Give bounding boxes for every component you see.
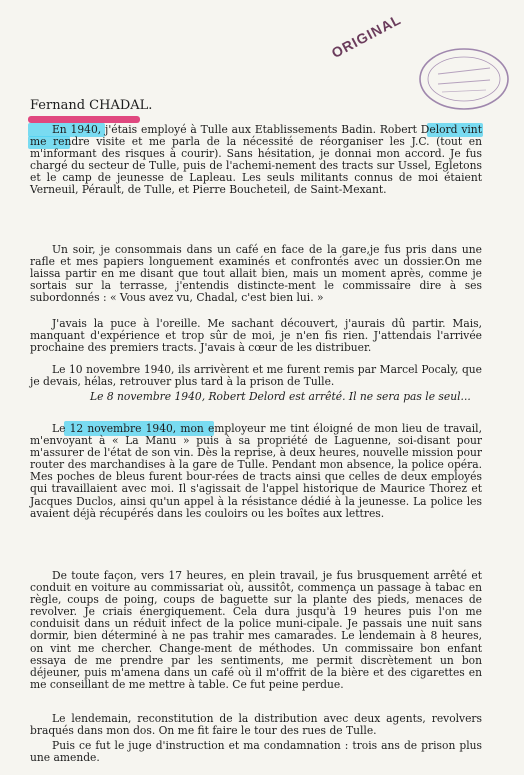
- paragraph-10-novembre: Le 10 novembre 1940, ils arrivèrent et me furent remis par Marcel Pocaly, que je devais, hélas, retrouver plus tard à la prison de Tulle.: [30, 363, 482, 389]
- paragraph-delord-arrest: Le 8 novembre 1940, Robert Delord est arrêté. Il ne sera pas le seul...: [90, 390, 471, 403]
- museum-seal-stamp: [416, 44, 512, 114]
- author-underline: [28, 116, 140, 123]
- paragraph-rafle: Un soir, je consommais dans un café en face de la gare,je fus pris dans une rafle et mes papiers longuement examinés et confrontés avec un dossier.On me laissa partir en me disant que tout allait bien, mais un moment après, comme je sortais sur la terrasse, j'entendis distincte-ment le commissaire dire à ses subordonnés : « Vous avez vu, Chadal, c'est bien lui. »: [30, 243, 482, 305]
- original-stamp: ORIGINAL: [328, 10, 404, 62]
- paragraph-condamnation: Puis ce fut le juge d'instruction et ma condamnation : trois ans de prison plus une amende.: [30, 739, 482, 765]
- paragraph-puce: J'avais la puce à l'oreille. Me sachant découvert, j'aurais dû partir. Mais, manquant d'expérience et trop sûr de moi, je n'en fis rien. J'attendais l'arrivée prochaine des premiers tracts. J'avais à cœur de les distribuer.: [30, 317, 482, 355]
- author-name: Fernand CHADAL.: [30, 98, 153, 113]
- paragraph-reconstitution: Le lendemain, reconstitution de la distribution avec deux agents, revolvers braqués dans mon dos. On me fit faire le tour des rues de Tulle.: [30, 712, 482, 738]
- paragraph-12-novembre: Le 12 novembre 1940, mon employeur me tint éloigné de mon lieu de travail, m'envoyant à « La Manu » puis à sa propriété de Laguenne, soi-disant pour m'assurer de l'état de son vin. Dès la reprise, à deux heures, nouvelle mission pour router des marchandises à la gare de Tulle. Pendant mon absence, la police opéra. Mes poches de bleus furent bour-rées de tracts ainsi que celles de deux employés qui travaillaient avec moi. Il s'agissait de l'appel historique de Maurice Thorez et Jacques Duclos, ainsi qu'un appel à la résistance dédié à la jeunesse. La police les avaient déjà récupérés dans les couloirs ou les boîtes aux lettres.: [30, 422, 482, 520]
- paragraph-intro: En 1940, j'étais employé à Tulle aux Etablissements Badin. Robert Delord vint me rendre visite et me parla de la nécessité de réorganiser les J.C. (tout en m'informant des risques à courir). Sans hésitation, je donnai mon accord. Je fus chargé du secteur de Tulle, puis de l'achemi-nement des tracts sur Ussel, Egletons et le camp de jeunesse de Lapleau. Les seuls militants connus de moi étaient Verneuil, Pérault, de Tulle, et Pierre Boucheteil, de Saint-Mexant.: [30, 123, 482, 197]
- paragraph-arrestation: De toute façon, vers 17 heures, en plein travail, je fus brusquement arrêté et conduit en voiture au commissariat où, aussitôt, commença un passage à tabac en règle, coups de poing, coups de baguette sur la plante des pieds, menaces de revolver. Je criais énergiquement. Cela dura jusqu'à 19 heures puis l'on me conduisit dans un réduit infect de la police muni-cipale. Je passais une nuit sans dormir, bien déterminé à ne pas trahir mes camarades. Le lendemain à 8 heures, on vint me chercher. Change-ment de méthodes. Un commissaire bon enfant essaya de me prendre par les sentiments, me permit discrètement un bon déjeuner, puis m'amena dans un café où il m'offrit de la bière et des cigarettes en me conseillant de me mettre à table. Ce fut peine perdue.: [30, 569, 482, 691]
